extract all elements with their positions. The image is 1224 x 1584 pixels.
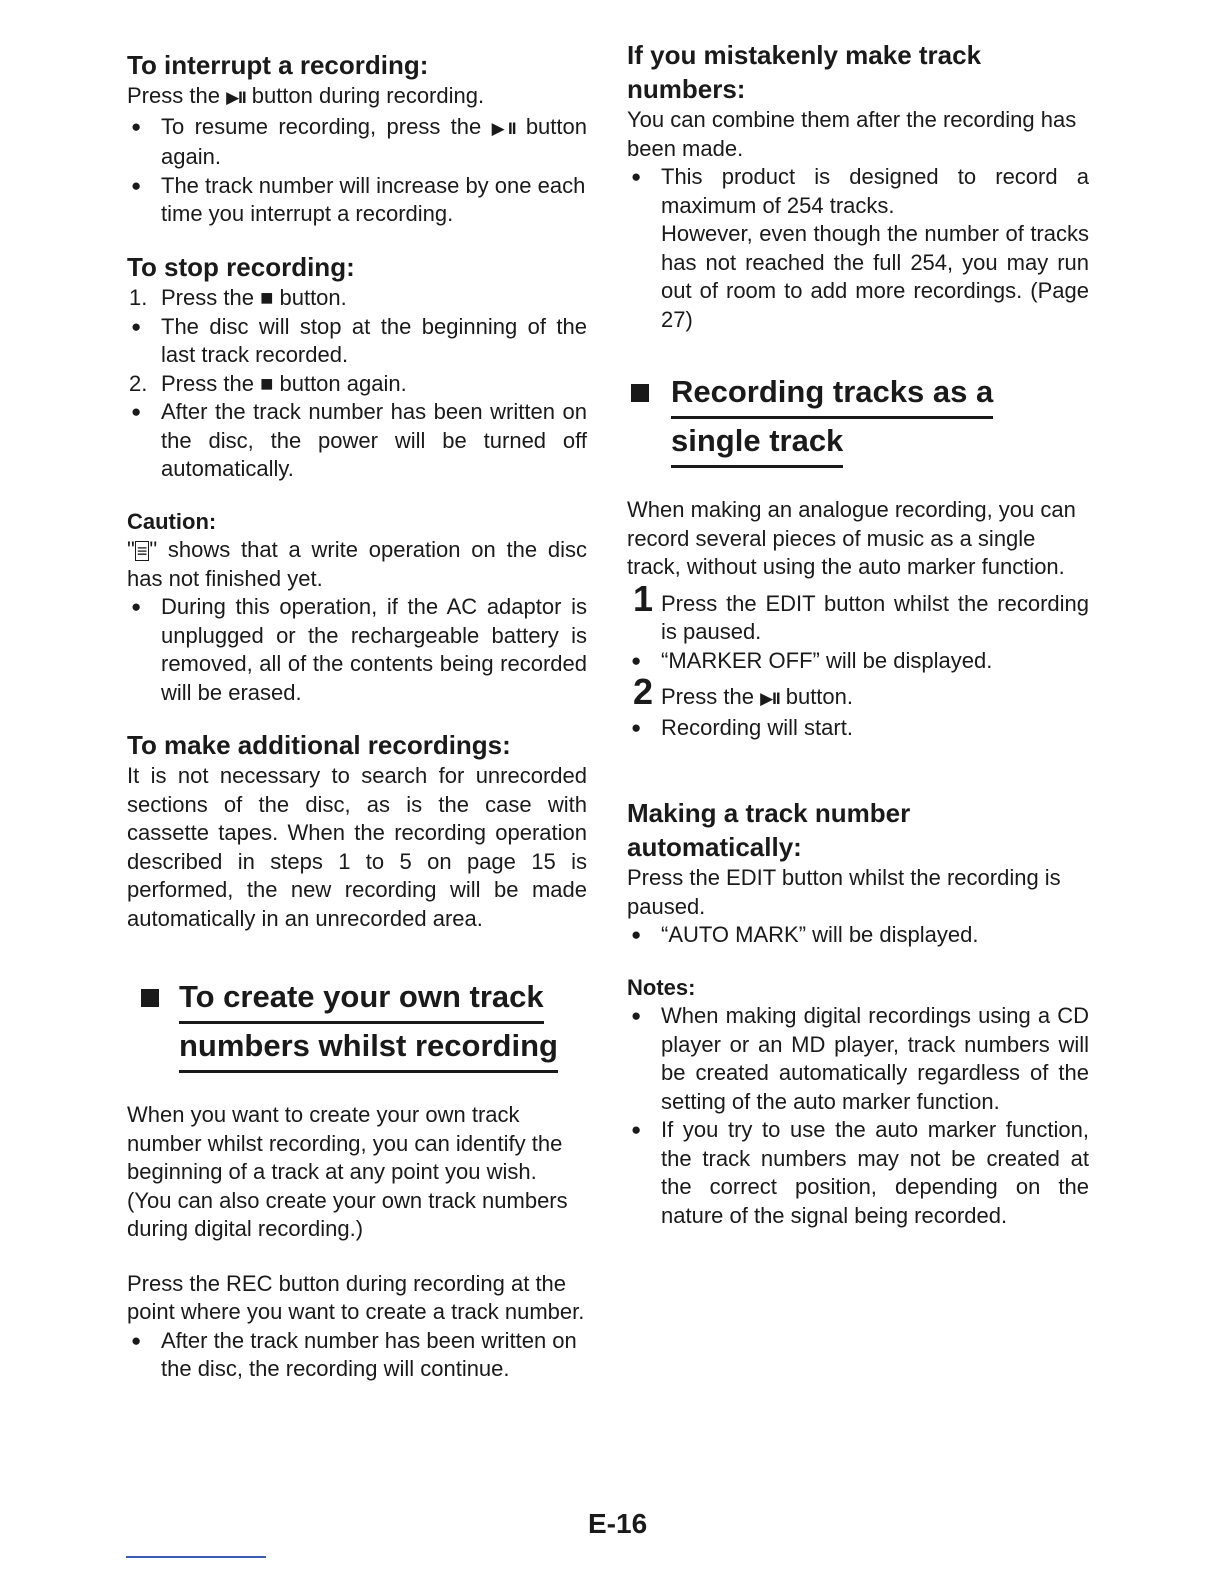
- square-bullet-icon: [141, 989, 159, 1007]
- notes-bullet-1: ● When making digital recordings using a CD player or an MD player, track numbers will be created automatically regardless of the setting of the auto marker function.: [627, 1002, 1089, 1116]
- interrupt-bullet-resume: ● To resume recording, press the ▶II button again.: [127, 113, 587, 172]
- section-interrupt: [127, 48, 587, 229]
- heading-notes: Notes:: [627, 975, 696, 1000]
- single-intro: When making an analogue recording, you can record several pieces of music as a single track, without using the auto marker function.: [627, 497, 1076, 579]
- own-track-bullet: ● After the track number has been written on the disc, the recording will continue.: [127, 1327, 587, 1384]
- own-track-p2: Press the REC button during recording at the point where you want to create a track number.: [127, 1270, 585, 1324]
- auto-bullet: ● “AUTO MARK” will be displayed.: [627, 921, 1089, 950]
- section-mistake: [627, 38, 1089, 334]
- play-pause-icon: ▶II: [491, 118, 516, 138]
- notes-bullet-2: ● If you try to use the auto marker function, the track numbers may not be created at the correct position, depending on the nature of the signal being recorded.: [627, 1116, 1089, 1230]
- stop-icon: ■: [260, 370, 274, 396]
- heading-single-track: Recording tracks as a single track: [627, 370, 1089, 468]
- heading-mistake: If you mistakenly make track numbers:: [627, 40, 982, 104]
- stop-step-2: 2. Press the ■ button again.: [129, 370, 407, 396]
- interrupt-bullet-track: ● The track number will increase by one each time you interrupt a recording.: [127, 172, 587, 229]
- heading-auto: Making a track number automatically:: [627, 798, 911, 862]
- section-notes: [627, 974, 1089, 1230]
- heading-additional: To make additional recordings:: [127, 730, 511, 760]
- section-stop: [127, 250, 587, 484]
- interrupt-intro: Press the ▶II button during recording.: [127, 83, 485, 108]
- stop-icon: ■: [260, 285, 274, 310]
- write-indicator-icon: ≡: [136, 541, 148, 561]
- single-step-2-bullet: ● Recording will start.: [627, 714, 1089, 743]
- caution-bullet: ● During this operation, if the AC adaptor is unplugged or the rechargeable battery is removed, all of the contents being recorded will be erased.: [127, 593, 587, 707]
- single-step-2: 2 Press the ▶II button.: [633, 671, 853, 712]
- play-pause-icon: ▶II: [760, 689, 780, 708]
- own-track-p1: When you want to create your own track number whilst recording, you can identify the beginning of a track at any point you wish. (You can also create your own track numbers during digital recording.): [127, 1102, 568, 1241]
- footer-rule: [126, 1556, 266, 1558]
- play-pause-icon: ▶II: [226, 88, 246, 107]
- mistake-text: You can combine them after the recording has been made.: [627, 107, 1077, 161]
- caution-text: " ≡" shows that a write operation on the disc has not finished yet.: [127, 537, 587, 591]
- section-single: [627, 370, 1089, 742]
- section-caution: [127, 508, 587, 707]
- heading-own-track: To create your own track numbers whilst recording: [127, 975, 587, 1073]
- heading-interrupt: To interrupt a recording:: [127, 50, 429, 80]
- page-number: E-16: [588, 1508, 648, 1539]
- single-step-1: 1 Press the EDIT button whilst the recording is paused.: [633, 577, 1089, 644]
- auto-text: Press the EDIT button whilst the recording is paused.: [627, 865, 1061, 919]
- mistake-bullet: ● This product is designed to record a maximum of 254 tracks.: [627, 163, 1089, 220]
- stop-bullet-1: ● The disc will stop at the beginning of the last track recorded.: [127, 313, 587, 370]
- heading-caution: Caution:: [127, 509, 217, 534]
- stop-bullet-2: ● After the track number has been written on the disc, the power will be turned off automatically.: [127, 398, 587, 484]
- heading-stop: To stop recording:: [127, 252, 355, 282]
- square-bullet-icon: [631, 384, 649, 402]
- section-auto: [627, 796, 1089, 950]
- single-step-1-bullet: ● “MARKER OFF” will be displayed.: [627, 647, 1089, 676]
- section-additional: [127, 728, 587, 933]
- section-own-track: [127, 975, 587, 1384]
- additional-text: It is not necessary to search for unrecorded sections of the disc, as is the case with cassette tapes. When the recording operation described in steps 1 to 5 on page 15 is performed, the new recording will be made automatically in an unrecorded area.: [127, 763, 587, 931]
- mistake-bullet-cont: However, even though the number of tracks has not reached the full 254, you may run out of room to add more recordings. (Page 27): [661, 221, 1089, 332]
- stop-step-1: 1. Press the ■ button.: [129, 285, 347, 310]
